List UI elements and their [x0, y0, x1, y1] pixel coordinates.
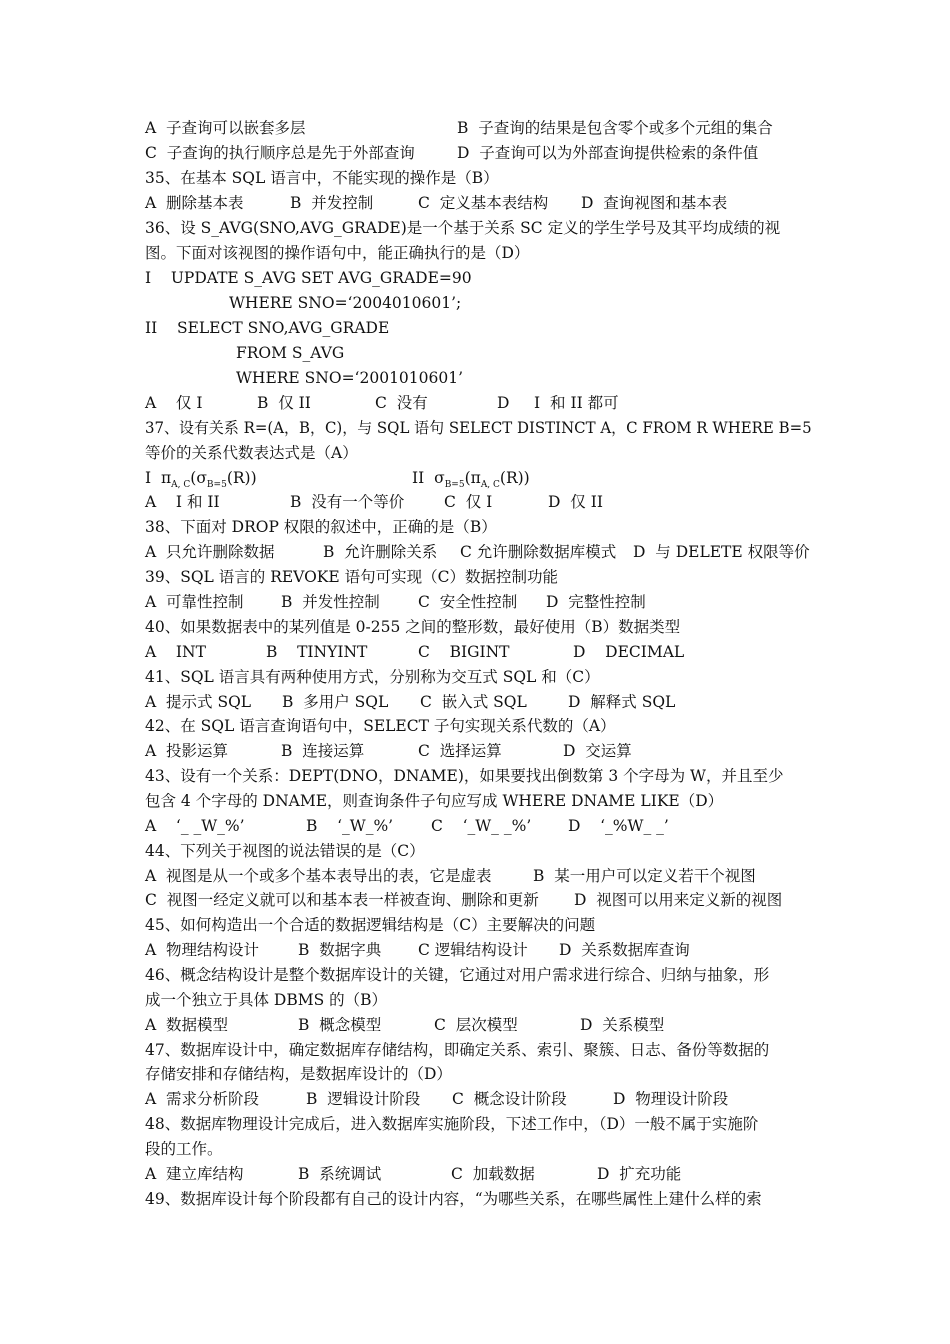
option-line: C ‘_W_ _%’ [431, 817, 532, 835]
option-line: C 选择运算 [418, 742, 502, 760]
option-line: C 视图一经定义就可以和基本表一样被查询、删除和更新 [145, 891, 539, 909]
question-line: 存储安排和存储结构，是数据库设计的（D） [145, 1065, 452, 1083]
option-line: D 与 DELETE 权限等价 [633, 543, 810, 561]
question-line: 43、设有一个关系：DEPT(DNO，DNAME)，如果要找出倒数第 3 个字母为 W，并且至少 [145, 767, 784, 785]
option-line: B 多用户 SQL [282, 693, 389, 711]
option-line: B 子查询的结果是包含零个或多个元组的集合 [457, 119, 773, 137]
question-line: 成一个独立于具体 DBMS 的（B） [145, 991, 388, 1009]
option-line: C 没有 [375, 394, 428, 412]
option-line: C 子查询的执行顺序总是先于外部查询 [145, 144, 415, 162]
option-line: C 允许删除数据库模式 [460, 543, 617, 561]
option-line: C 层次模型 [434, 1016, 518, 1034]
question-line: 36、设 S_AVG(SNO,AVG_GRADE)是一个基于关系 SC 定义的学生学号及其平均成绩的视 [145, 219, 781, 237]
question-line: 44、下列关于视图的说法错误的是（C） [145, 842, 425, 860]
question-line: 37、设有关系 R=(A，B，C)，与 SQL 语句 SELECT DISTINCT A，C FROM R WHERE B=5 [145, 419, 812, 437]
option-line: B TINYINT [266, 643, 368, 661]
option-line: C 仅 I [444, 493, 493, 511]
option-line: C 嵌入式 SQL [420, 693, 527, 711]
option-line: B 逻辑设计阶段 [306, 1090, 421, 1108]
expression-line: II $\sigma_{B=5}(\pi_{A, C}(R))$ [412, 469, 530, 490]
expression-line: I $\pi_{A, C}(\sigma_{B=5}(R))$ [145, 469, 257, 490]
option-line: D 关系模型 [580, 1016, 665, 1034]
question-line: 45、如何构造出一个合适的数据逻辑结构是（C）主要解决的问题 [145, 916, 596, 934]
option-line: B 系统调试 [298, 1165, 382, 1183]
option-line: B 概念模型 [298, 1016, 382, 1034]
code-line: II SELECT SNO,AVG_GRADE [145, 319, 390, 337]
option-line: D DECIMAL [573, 643, 685, 661]
subscript: B=5 [206, 480, 227, 490]
subscript: A, C [480, 480, 500, 490]
option-line: D 查询视图和基本表 [581, 194, 728, 212]
option-line: D 仅 II [548, 493, 603, 511]
option-line: D ‘_%W_ _’ [568, 817, 669, 835]
option-line: B 允许删除关系 [323, 543, 438, 561]
option-line: B 某一用户可以定义若干个视图 [533, 867, 756, 885]
option-line: D 扩充功能 [597, 1165, 682, 1183]
question-line: 49、数据库设计每个阶段都有自己的设计内容，“为哪些关系，在哪些属性上建什么样的索 [145, 1190, 762, 1208]
option-line: A 子查询可以嵌套多层 [145, 119, 306, 137]
option-line: C 概念设计阶段 [452, 1090, 567, 1108]
option-line: D 子查询可以为外部查询提供检索的条件值 [457, 144, 759, 162]
option-line: B 没有一个等价 [290, 493, 405, 511]
option-line: A I 和 II [145, 493, 220, 511]
option-line: C 加载数据 [451, 1165, 535, 1183]
option-line: C 逻辑结构设计 [418, 941, 528, 959]
option-line: B 连接运算 [281, 742, 365, 760]
question-line: 39、SQL 语言的 REVOKE 语句可实现（C）数据控制功能 [145, 568, 558, 586]
option-line: B 并发控制 [290, 194, 374, 212]
question-line: 图。下面对该视图的操作语句中，能正确执行的是（D） [145, 244, 530, 262]
option-line: D 完整性控制 [546, 593, 646, 611]
option-line: B 仅 II [257, 394, 311, 412]
question-line: 35、在基本 SQL 语言中，不能实现的操作是（B） [145, 169, 499, 187]
option-line: B 并发性控制 [281, 593, 380, 611]
option-line: A 需求分析阶段 [145, 1090, 260, 1108]
subscript: B=5 [444, 480, 465, 490]
question-line: 40、如果数据表中的某列值是 0-255 之间的整形数，最好使用（B）数据类型 [145, 618, 681, 636]
option-line: A 视图是从一个或多个基本表导出的表，它是虚表 [145, 867, 492, 885]
question-line: 38、下面对 DROP 权限的叙述中，正确的是（B） [145, 518, 497, 536]
option-line: A INT [145, 643, 206, 661]
option-line: D 解释式 SQL [568, 693, 676, 711]
subscript: A, C [171, 480, 191, 490]
question-line: 包含 4 个字母的 DNAME，则查询条件子句应写成 WHERE DNAME LIKE（D） [145, 792, 724, 810]
option-line: A ‘_ _W_%’ [145, 817, 245, 835]
question-line: 段的工作。 [145, 1140, 223, 1158]
option-line: D 交运算 [563, 742, 632, 760]
option-line: A 可靠性控制 [145, 593, 244, 611]
option-line: A 仅 I [145, 394, 203, 412]
question-line: 47、数据库设计中，确定数据库存储结构，即确定关系、索引、聚簇、日志、备份等数据的 [145, 1041, 770, 1059]
option-line: C 安全性控制 [418, 593, 518, 611]
option-line: D I 和 II 都可 [497, 394, 619, 412]
question-line: 等价的关系代数表达式是（A） [145, 444, 358, 462]
option-line: A 删除基本表 [145, 194, 244, 212]
option-line: A 投影运算 [145, 742, 229, 760]
option-line: A 建立库结构 [145, 1165, 244, 1183]
option-line: A 物理结构设计 [145, 941, 260, 959]
option-line: A 提示式 SQL [145, 693, 252, 711]
code-line: FROM S_AVG [236, 344, 345, 362]
code-line: WHERE SNO=‘2001010601’ [236, 369, 464, 387]
option-line: C 定义基本表结构 [418, 194, 549, 212]
question-line: 42、在 SQL 语言查询语句中，SELECT 子句实现关系代数的（A） [145, 717, 616, 735]
option-line: A 数据模型 [145, 1016, 229, 1034]
option-line: D 物理设计阶段 [613, 1090, 729, 1108]
option-line: A 只允许删除数据 [145, 543, 275, 561]
option-line: B 数据字典 [298, 941, 382, 959]
question-line: 41、SQL 语言具有两种使用方式，分别称为交互式 SQL 和（C） [145, 668, 600, 686]
option-line: B ‘_W_%’ [306, 817, 394, 835]
question-line: 48、数据库物理设计完成后，进入数据库实施阶段，下述工作中，（D）一般不属于实施阶 [145, 1115, 759, 1133]
question-line: 46、概念结构设计是整个数据库设计的关键，它通过对用户需求进行综合、归纳与抽象，形 [145, 966, 770, 984]
code-line: I UPDATE S_AVG SET AVG_GRADE=90 [145, 269, 472, 287]
option-line: C BIGINT [418, 643, 510, 661]
option-line: D 视图可以用来定义新的视图 [574, 891, 783, 909]
option-line: D 关系数据库查询 [559, 941, 690, 959]
code-line: WHERE SNO=‘2004010601’; [229, 294, 462, 312]
